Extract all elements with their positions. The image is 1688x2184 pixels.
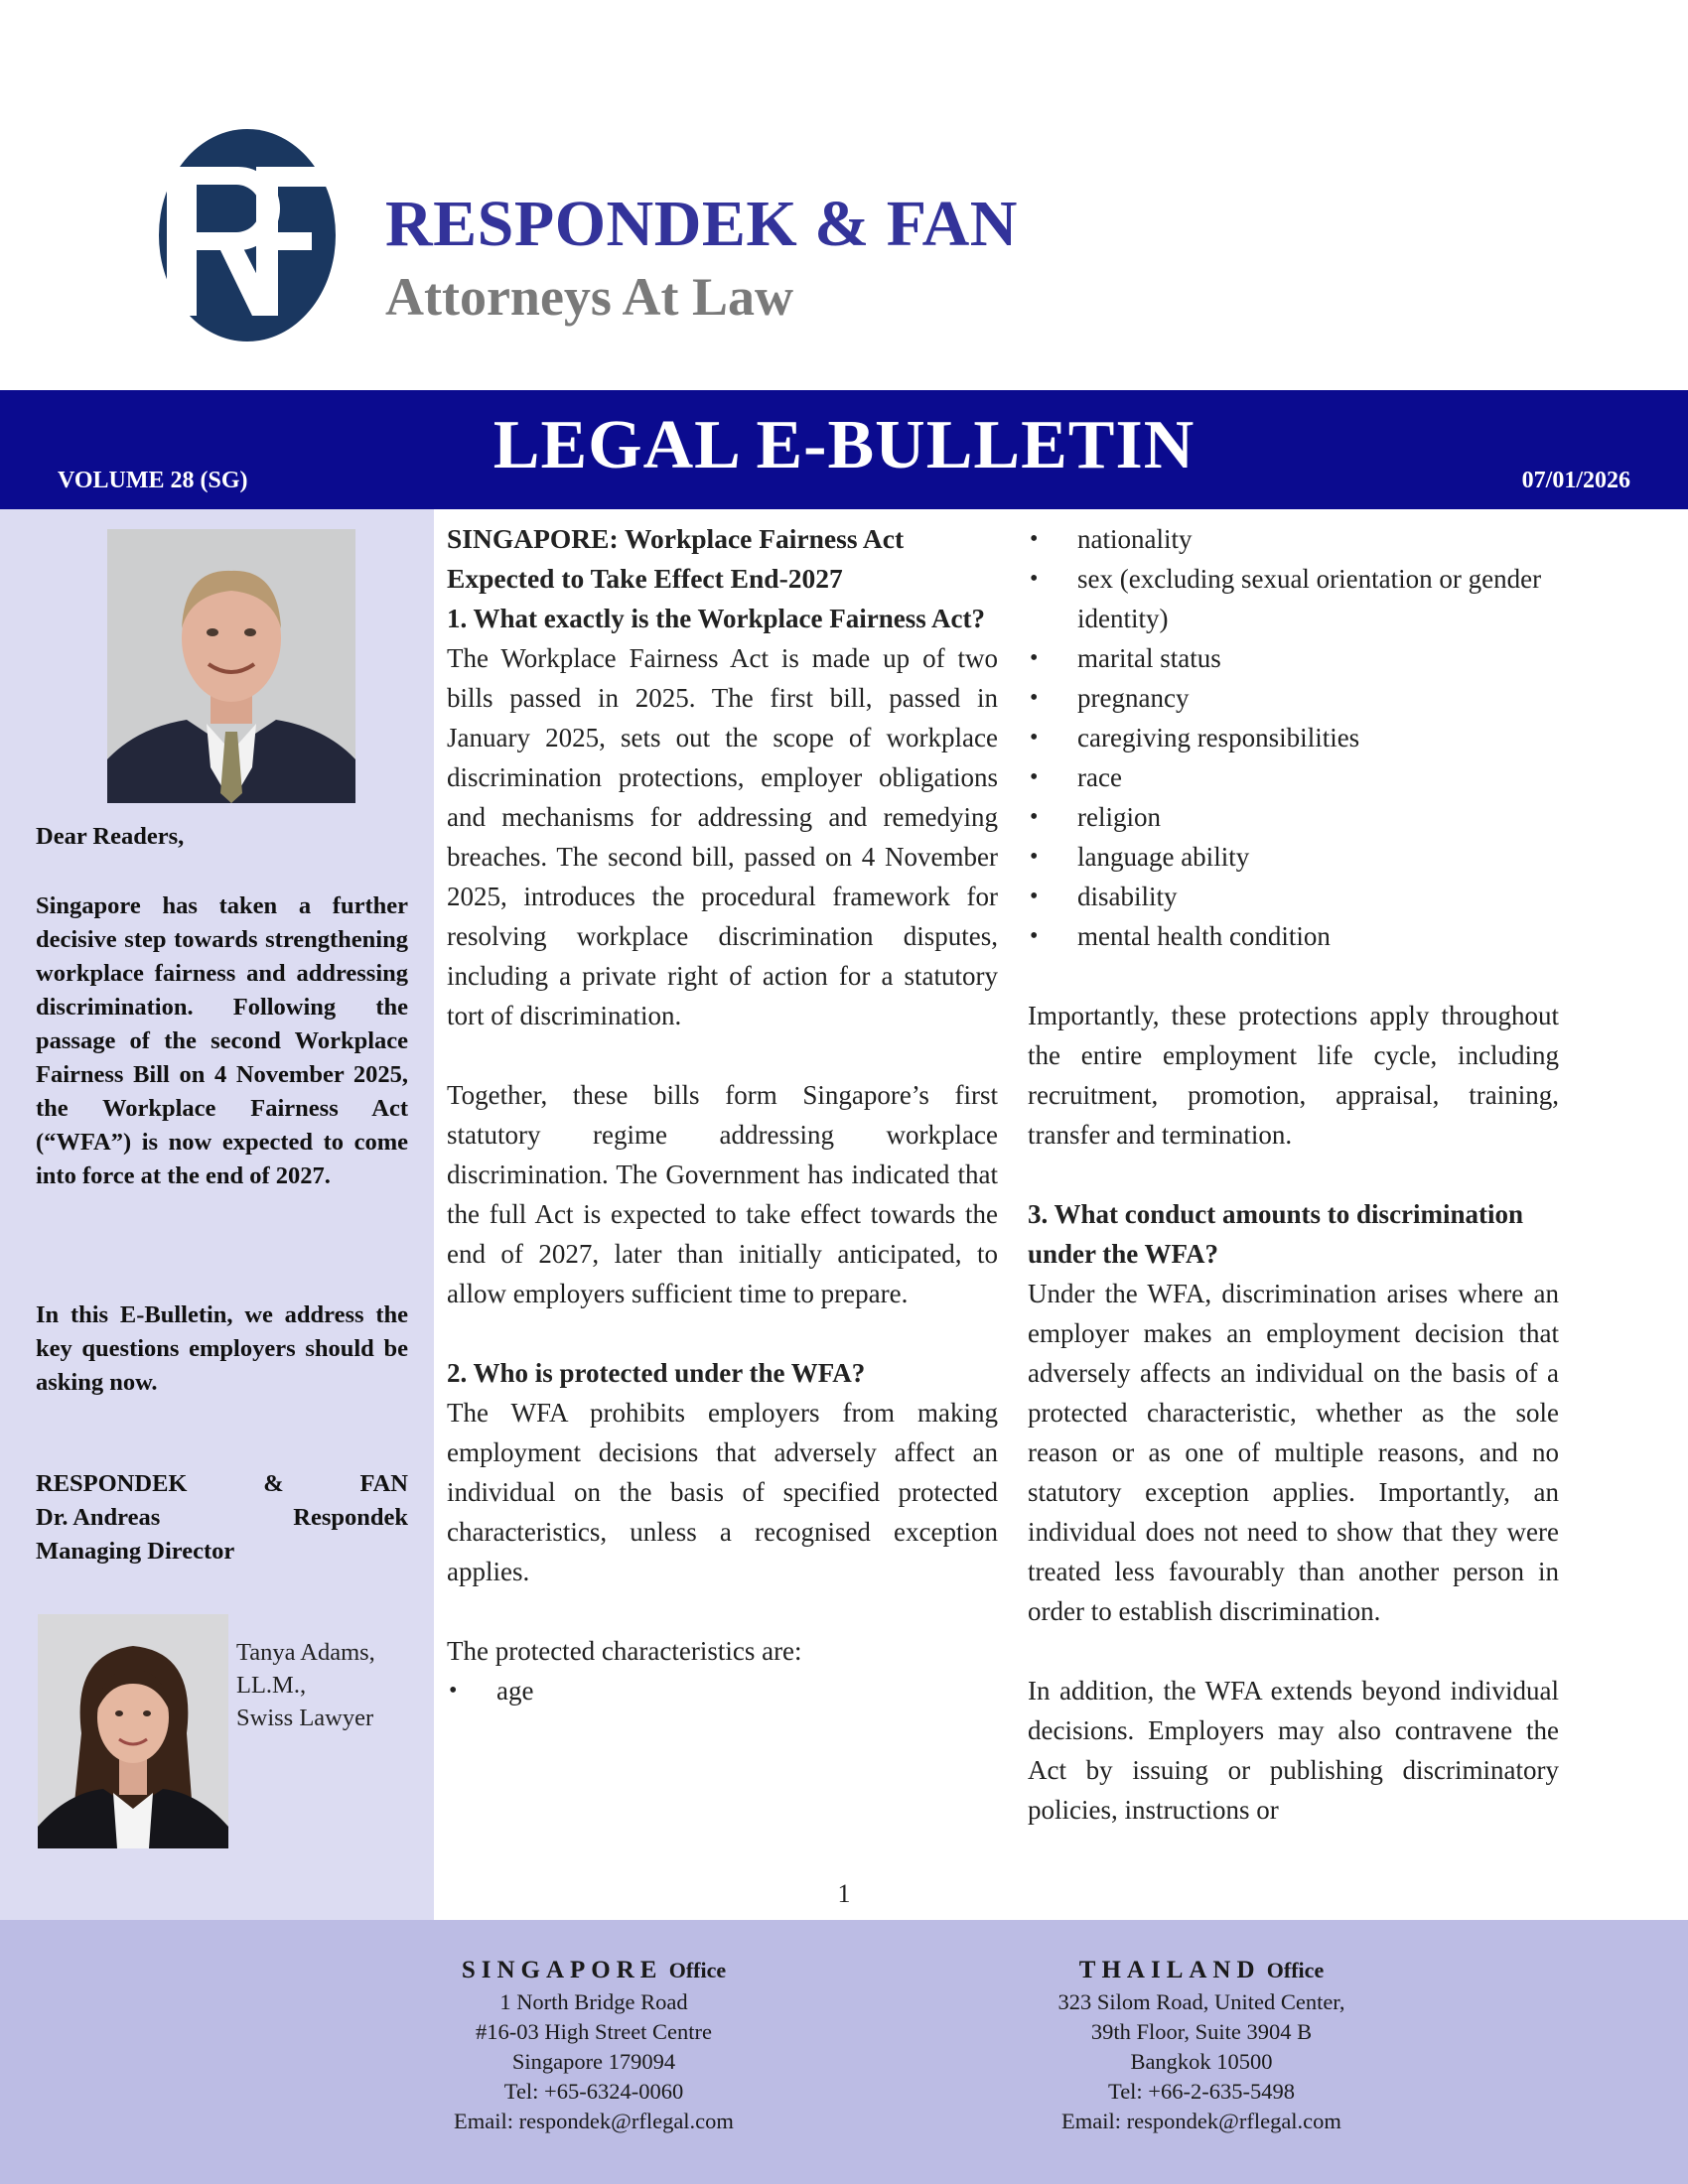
signature-firm-left: RESPONDEK: [36, 1470, 188, 1497]
signature-firm-right: FAN: [359, 1470, 408, 1497]
bulletin-banner: [0, 390, 1688, 509]
firm-logo: [159, 129, 336, 341]
list-item: • age: [447, 1671, 998, 1710]
firm-subtitle: Attorneys At Law: [385, 267, 793, 327]
bulletin-title: LEGAL E-BULLETIN: [492, 407, 1196, 483]
author-photo: [107, 529, 355, 803]
list-item: • religion: [1028, 797, 1559, 837]
question-3-paragraph-1: Under the WFA, discrimination arises where an employer makes an employment decision that adversely affects an individual on the basis of a protected characteristic, whether as the sole reason or as one of multiple reasons, and no statutory exception applies. Importantly, an individual does not need to show that they were treated less favourably than another person in order to establish discrimination.: [1028, 1279, 1559, 1626]
question-3-heading: 3. What conduct amounts to discrimination under the WFA?: [1028, 1199, 1524, 1269]
volume-label: VOLUME 28 (SG): [58, 468, 248, 493]
issue-date: 07/01/2026: [1521, 468, 1630, 493]
office-thailand-line3: Bangkok 10500: [1130, 2049, 1273, 2074]
office-singapore-tel: Tel: +65-6324-0060: [503, 2079, 684, 2104]
article-column-2: [1028, 519, 1559, 1830]
signature-firm-amp: &: [263, 1470, 284, 1497]
question-2-paragraph-2: The protected characteristics are:: [447, 1636, 802, 1666]
list-item: • caregiving responsibilities: [1028, 718, 1559, 757]
office-thailand-title: [993, 1954, 1410, 1987]
second-author-degree: LL.M.,: [236, 1672, 307, 1699]
list-item: • sex (excluding sexual orientation or gender identity): [1028, 559, 1559, 638]
intro-paragraph: Singapore has taken a further decisive step towards strengthening workplace fairness and addressing discrimination. Following the passage of the second Workplace Fairness Bill on 4 November 2025, the Workplace Fairness Act (“WFA”) is now expected to come into force at the end of 2027.: [36, 892, 408, 1189]
office-thailand-tel: Tel: +66-2-635-5498: [1108, 2079, 1295, 2104]
list-item: • mental health condition: [1028, 916, 1559, 956]
office-thailand-suffix: Office: [1266, 1958, 1325, 1982]
list-item: • language ability: [1028, 837, 1559, 877]
page-number: 1: [837, 1879, 851, 1908]
portrait-woman-icon: [38, 1614, 228, 1848]
question-2-heading: 2. Who is protected under the WFA?: [447, 1358, 866, 1388]
list-item: • disability: [1028, 877, 1559, 916]
question-1-heading: 1. What exactly is the Workplace Fairness Act?: [447, 604, 985, 633]
question-3-paragraph-2: In addition, the WFA extends beyond individual decisions. Employers may also contravene the Act by issuing or publishing discriminatory policies, instructions or: [1028, 1676, 1559, 1825]
characteristics-list-1: [447, 1671, 998, 1710]
office-thailand-line2: 39th Floor, Suite 3904 B: [1090, 2019, 1313, 2044]
office-thailand-email: Email: respondek@rflegal.com: [1061, 2109, 1341, 2133]
signature-firm: [36, 1467, 408, 1501]
list-item: • marital status: [1028, 638, 1559, 678]
list-item: • pregnancy: [1028, 678, 1559, 718]
second-author-title: Swiss Lawyer: [236, 1705, 374, 1731]
list-item: • race: [1028, 757, 1559, 797]
intro-paragraph-2: In this E-Bulletin, we address the key questions employers should be asking now.: [36, 1301, 408, 1396]
office-singapore-title: [385, 1954, 802, 1987]
office-singapore-suffix: Office: [668, 1958, 727, 1982]
sidebar: [0, 509, 434, 1920]
footer: [0, 1920, 1688, 2184]
office-thailand-line1: 323 Silom Road, United Center,: [1057, 1989, 1345, 2014]
greeting: Dear Readers,: [36, 823, 185, 850]
office-singapore: [385, 1954, 802, 2136]
signature-person-left: Dr. Andreas: [36, 1504, 161, 1531]
office-singapore-line2: #16-03 High Street Centre: [475, 2019, 713, 2044]
second-author-caption: [236, 1636, 430, 1734]
office-singapore-line3: Singapore 179094: [511, 2049, 676, 2074]
signature-role: Managing Director: [36, 1538, 235, 1565]
article-title: SINGAPORE: Workplace Fairness Act Expected to Take Effect End-2027: [447, 523, 905, 594]
article-column-1: [447, 519, 998, 1710]
question-2-paragraph-3: Importantly, these protections apply throughout the entire employment life cycle, including recruitment, promotion, appraisal, training, transfer and termination.: [1028, 1001, 1559, 1150]
rf-monogram-icon: [159, 129, 336, 341]
office-singapore-name: SINGAPORE: [461, 1957, 663, 1983]
signature-block: [36, 1467, 408, 1569]
second-author-name: Tanya Adams,: [236, 1639, 375, 1666]
signature-person: [36, 1501, 408, 1535]
characteristics-list-2: [1028, 519, 1559, 956]
list-item: • nationality: [1028, 519, 1559, 559]
firm-name: RESPONDEK & FAN: [385, 188, 1018, 260]
portrait-man-icon: [107, 529, 355, 803]
office-thailand: [993, 1954, 1410, 2136]
second-author-photo: [38, 1614, 228, 1848]
question-1-paragraph-2: Together, these bills form Singapore’s first statutory regime addressing workplace discrimination. The Government has indicated that the full Act is expected to take effect towards the end of 2027, later than initially anticipated, to allow employers sufficient time to prepare.: [447, 1080, 998, 1308]
office-singapore-line1: 1 North Bridge Road: [499, 1989, 688, 2014]
office-thailand-name: THAILAND: [1078, 1957, 1261, 1983]
office-singapore-email: Email: respondek@rflegal.com: [454, 2109, 734, 2133]
question-1-paragraph-1: The Workplace Fairness Act is made up of two bills passed in 2025. The first bill, passed in January 2025, sets out the scope of workplace discrimination protections, employer obligations and mechanisms for addressing and remedying breaches. The second bill, passed on 4 November 2025, introduces the procedural framework for resolving workplace discrimination disputes, including a private right of action for a statutory tort of discrimination.: [447, 643, 998, 1030]
question-2-paragraph-1: The WFA prohibits employers from making employment decisions that adversely affect an individual on the basis of specified protected characteristics, unless a recognised exception applies.: [447, 1398, 998, 1586]
signature-person-right: Respondek: [293, 1504, 408, 1531]
